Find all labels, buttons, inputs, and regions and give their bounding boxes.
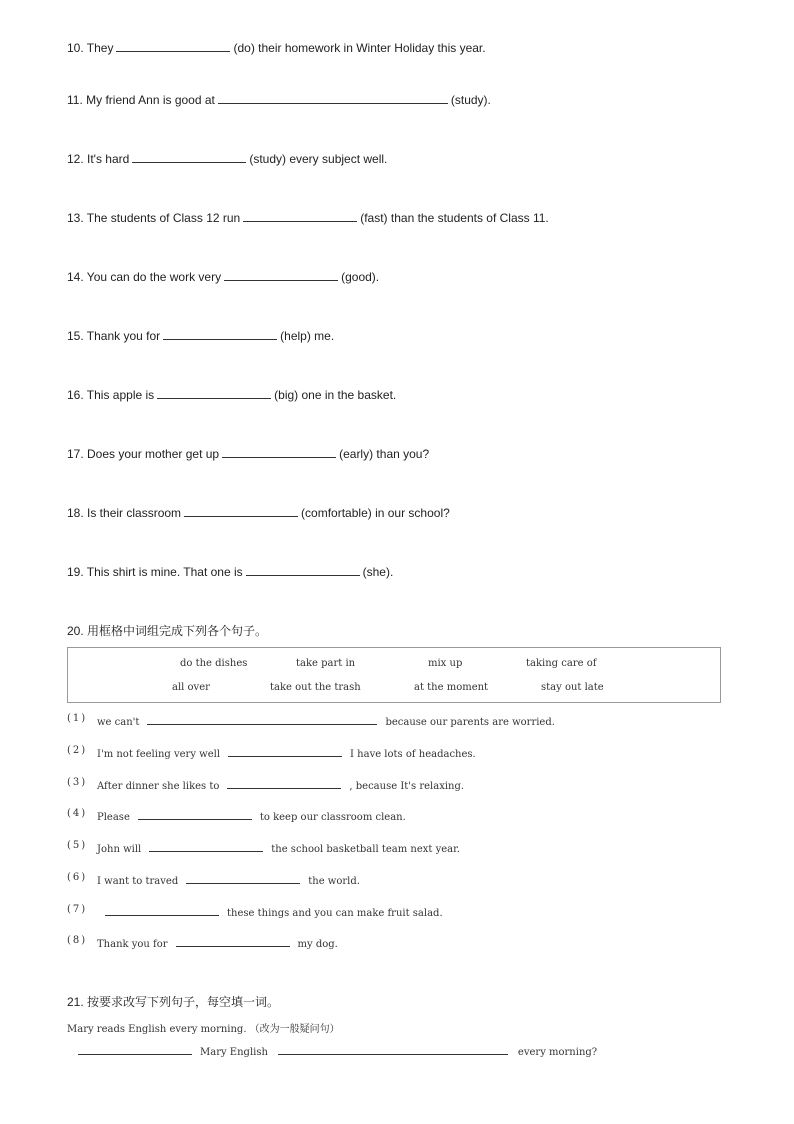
item-text: Thank you for: [97, 939, 168, 950]
sub-item-8: [67, 936, 338, 950]
answer-blank[interactable]: [157, 387, 271, 399]
answer-blank[interactable]: [184, 505, 298, 517]
question-19: [67, 564, 393, 579]
question-text: 11. My friend Ann is good at: [67, 93, 215, 107]
rewrite-line: [78, 1044, 597, 1058]
question-text: (fast) than the students of Class 11.: [360, 211, 549, 225]
sub-item-2: [67, 746, 476, 760]
item-text: the school basketball team next year.: [271, 844, 460, 855]
question-text: (early) than you?: [339, 447, 430, 461]
answer-blank[interactable]: [224, 269, 338, 281]
phrase: stay out late: [541, 682, 604, 693]
sub-item-6: [67, 873, 360, 887]
phrase: take out the trash: [270, 682, 361, 693]
sub-item-4: [67, 809, 406, 823]
answer-blank[interactable]: [176, 936, 290, 947]
question-11: [67, 92, 491, 107]
answer-blank[interactable]: [227, 778, 341, 789]
answer-blank[interactable]: [163, 328, 277, 340]
question-text: 13. The students of Class 12 run: [67, 211, 241, 225]
question-text: (she).: [362, 565, 394, 579]
item-number: (5): [67, 840, 88, 851]
answer-blank[interactable]: [105, 905, 219, 916]
phrase: taking care of: [526, 658, 597, 669]
question-16: [67, 387, 396, 402]
item-text: to keep our classroom clean.: [259, 812, 406, 823]
phrase: take part in: [296, 658, 356, 669]
phrase-box: [67, 647, 721, 703]
answer-blank[interactable]: [246, 564, 360, 576]
question-text: (big) one in the basket.: [274, 388, 397, 402]
question-17: [67, 446, 429, 461]
item-text: the world.: [308, 876, 360, 887]
sub-item-1: [67, 714, 555, 728]
item-number: (8): [67, 935, 88, 946]
question-text: 16. This apple is: [67, 388, 155, 402]
item-text: After dinner she likes to: [97, 781, 220, 792]
answer-blank[interactable]: [222, 446, 336, 458]
question-text: (study).: [450, 93, 491, 107]
sub-item-5: [67, 841, 460, 855]
question-20-title: 20. 用框格中词组完成下列各个句子。: [67, 624, 268, 638]
answer-blank[interactable]: [78, 1044, 192, 1055]
item-text: I have lots of headaches.: [350, 749, 476, 760]
item-text: I want to traved: [97, 876, 179, 887]
item-number: (1): [67, 713, 88, 724]
sub-item-7: [67, 905, 443, 919]
question-text: (good).: [341, 270, 380, 284]
item-number: (2): [67, 745, 88, 756]
question-21-title: 21. 按要求改写下列句子，每空填一词。: [67, 995, 280, 1009]
answer-blank[interactable]: [147, 714, 377, 725]
item-number: (6): [67, 872, 88, 883]
item-text: these things and you can make fruit salad.: [227, 908, 443, 919]
item-text: Please: [97, 812, 130, 823]
phrase: all over: [172, 682, 210, 693]
question-10: [67, 40, 486, 55]
answer-blank[interactable]: [243, 210, 357, 222]
question-14: [67, 269, 379, 284]
original-sentence: Mary reads English every morning. （改为一般疑问句）: [67, 1024, 340, 1035]
question-text: 12. It's hard: [67, 152, 130, 166]
answer-blank[interactable]: [186, 873, 300, 884]
item-text: I'm not feeling very well: [97, 749, 221, 760]
item-number: (7): [67, 904, 88, 915]
sub-item-3: [67, 778, 464, 792]
question-18: [67, 505, 450, 520]
phrase: mix up: [428, 658, 463, 669]
answer-blank[interactable]: [138, 809, 252, 820]
phrase: at the moment: [414, 682, 489, 693]
item-text: because our parents are worried.: [385, 717, 555, 728]
item-text: , because It's relaxing.: [349, 781, 465, 792]
question-text: 14. You can do the work very: [67, 270, 222, 284]
answer-blank[interactable]: [149, 841, 263, 852]
question-text: (do) their homework in Winter Holiday this year.: [233, 41, 486, 55]
rewrite-text: every morning?: [517, 1047, 598, 1058]
question-15: [67, 328, 334, 343]
question-12: [67, 151, 387, 166]
question-text: (comfortable) in our school?: [301, 506, 450, 520]
question-13: [67, 210, 549, 225]
item-text: John will: [97, 844, 142, 855]
phrase: do the dishes: [180, 658, 248, 669]
rewrite-text: Mary English: [200, 1047, 268, 1058]
question-text: 15. Thank you for: [67, 329, 161, 343]
question-text: 19. This shirt is mine. That one is: [67, 565, 243, 579]
question-text: 17. Does your mother get up: [67, 447, 220, 461]
item-text: we can't: [97, 717, 140, 728]
item-text: my dog.: [297, 939, 338, 950]
question-text: (study) every subject well.: [249, 152, 388, 166]
answer-blank[interactable]: [278, 1044, 508, 1055]
answer-blank[interactable]: [116, 40, 230, 52]
item-number: (4): [67, 808, 88, 819]
question-text: (help) me.: [280, 329, 335, 343]
item-number: (3): [67, 777, 88, 788]
question-text: 18. Is their classroom: [67, 506, 182, 520]
answer-blank[interactable]: [132, 151, 246, 163]
answer-blank[interactable]: [228, 746, 342, 757]
answer-blank[interactable]: [218, 92, 448, 104]
question-text: 10. They: [67, 41, 114, 55]
